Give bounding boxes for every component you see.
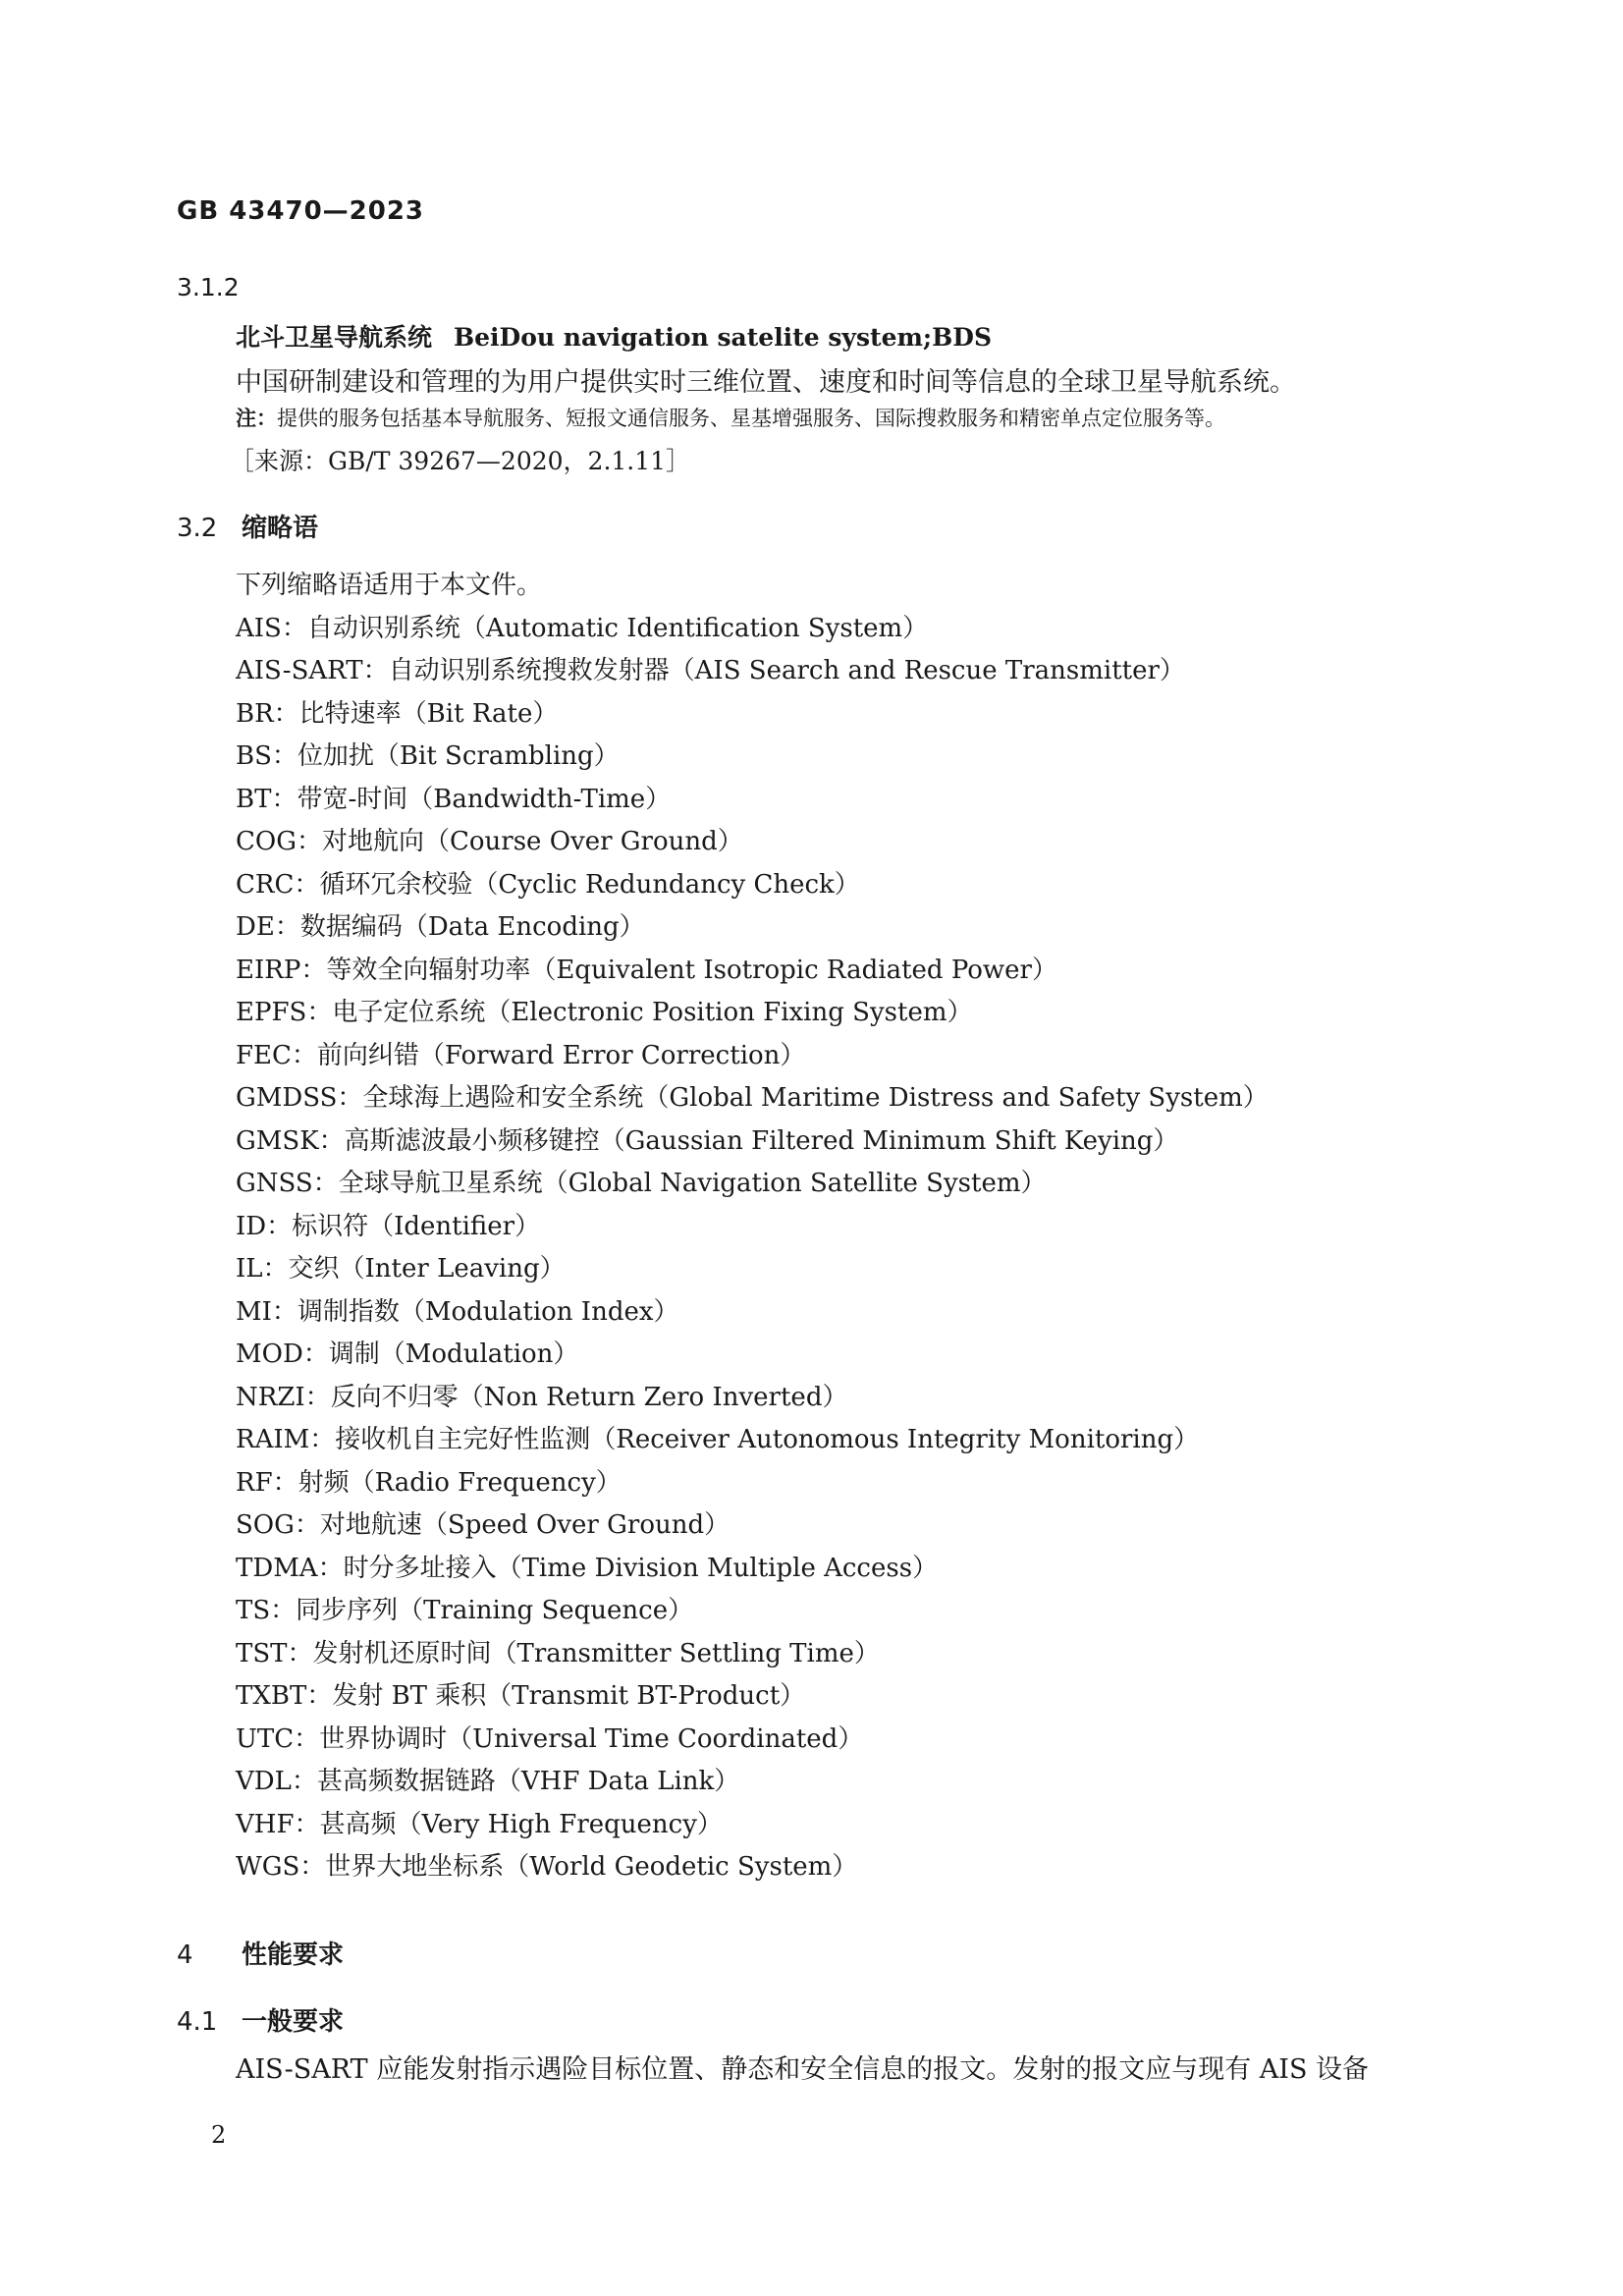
- list-item: COG：对地航向（Course Over Ground）: [236, 827, 743, 856]
- list-item: AIS-SART：自动识别系统搜救发射器（AIS Search and Rescue Transmitter）: [236, 656, 1185, 685]
- list-item: BS：位加扰（Bit Scrambling）: [236, 741, 620, 771]
- list-item: SOG：对地航速（Speed Over Ground）: [236, 1510, 730, 1540]
- section-title: 性能要求: [242, 1941, 345, 1970]
- note-label: 注：: [236, 407, 277, 430]
- list-item: AIS：自动识别系统（Automatic Identification System）: [236, 613, 929, 643]
- term-source: ［来源：GB/T 39267—2020，2.1.11］: [230, 447, 691, 475]
- term-note: [236, 403, 1225, 432]
- list-item: RF：射频（Radio Frequency）: [236, 1467, 622, 1498]
- section-number: 4.1: [177, 2007, 218, 2037]
- section-heading-4-1: [177, 2001, 344, 2038]
- list-item: GNSS：全球导航卫星系统（Global Navigation Satellite System）: [236, 1169, 1047, 1198]
- standard-header: GB 43470—2023: [177, 196, 425, 226]
- list-item: VHF：甚高频（Very High Frequency）: [236, 1809, 723, 1839]
- list-item: MOD：调制（Modulation）: [236, 1339, 579, 1369]
- section-number: 3.2: [177, 514, 218, 543]
- section-title: 缩略语: [242, 514, 319, 543]
- page-number: 2: [211, 2121, 227, 2149]
- term-title-zh: 北斗卫星导航系统: [236, 323, 433, 352]
- list-item: NRZI：反向不归零（Non Return Zero Inverted）: [236, 1382, 848, 1412]
- body-paragraph: AIS-SART 应能发射指示遇险目标位置、静态和安全信息的报文。发射的报文应与现有 AIS 设备: [236, 2054, 1370, 2085]
- term-title: [236, 318, 992, 354]
- section-heading-3-2: [177, 508, 318, 544]
- list-item: CRC：循环冗余校验（Cyclic Redundancy Check）: [236, 869, 860, 900]
- list-item: TS：同步序列（Training Sequence）: [236, 1596, 694, 1625]
- clause-number: 3.1.2: [177, 273, 240, 301]
- section-number: 4: [177, 1941, 193, 1970]
- term-definition: 中国研制建设和管理的为用户提供实时三维位置、速度和时间等信息的全球卫星导航系统。: [236, 367, 1296, 398]
- list-item: DE：数据编码（Data Encoding）: [236, 912, 645, 942]
- list-item: MI：调制指数（Modulation Index）: [236, 1296, 679, 1327]
- list-item: GMDSS：全球海上遇险和安全系统（Global Maritime Distress and Safety System）: [236, 1083, 1269, 1113]
- list-item: VDL：甚高频数据链路（VHF Data Link）: [236, 1767, 740, 1796]
- abbreviation-intro: 下列缩略语适用于本文件。: [236, 571, 543, 600]
- list-item: BT：带宽-时间（Bandwidth-Time）: [236, 784, 672, 814]
- list-item: EPFS：电子定位系统（Electronic Position Fixing System）: [236, 998, 973, 1027]
- list-item: ID：标识符（Identifier）: [236, 1211, 541, 1241]
- term-title-en: BeiDou navigation satelite system;BDS: [454, 323, 993, 352]
- list-item: TDMA：时分多址接入（Time Division Multiple Access）: [236, 1553, 939, 1583]
- list-item: UTC：世界协调时（Universal Time Coordinated）: [236, 1723, 864, 1754]
- abbreviation-list: [236, 565, 1269, 1889]
- list-item: RAIM：接收机自主完好性监测（Receiver Autonomous Integrity Monitoring）: [236, 1425, 1200, 1454]
- list-item: EIRP：等效全向辐射功率（Equivalent Isotropic Radiated Power）: [236, 955, 1057, 985]
- list-item: TXBT：发射 BT 乘积（Transmit BT-Product）: [236, 1681, 806, 1711]
- list-item: GMSK：高斯滤波最小频移键控（Gaussian Filtered Minimum Shift Keying）: [236, 1125, 1179, 1156]
- list-item: BR：比特速率（Bit Rate）: [236, 698, 559, 729]
- section-heading-4: [177, 1935, 344, 1971]
- list-item: TST：发射机还原时间（Transmitter Settling Time）: [236, 1638, 880, 1668]
- list-item: WGS：世界大地坐标系（World Geodetic System）: [236, 1852, 858, 1882]
- list-item: FEC：前向纠错（Forward Error Correction）: [236, 1040, 806, 1070]
- note-text: 提供的服务包括基本导航服务、短报文通信服务、星基增强服务、国际搜救服务和精密单点定位服务等。: [277, 407, 1225, 430]
- section-title: 一般要求: [242, 2007, 345, 2037]
- list-item: IL：交织（Inter Leaving）: [236, 1254, 566, 1284]
